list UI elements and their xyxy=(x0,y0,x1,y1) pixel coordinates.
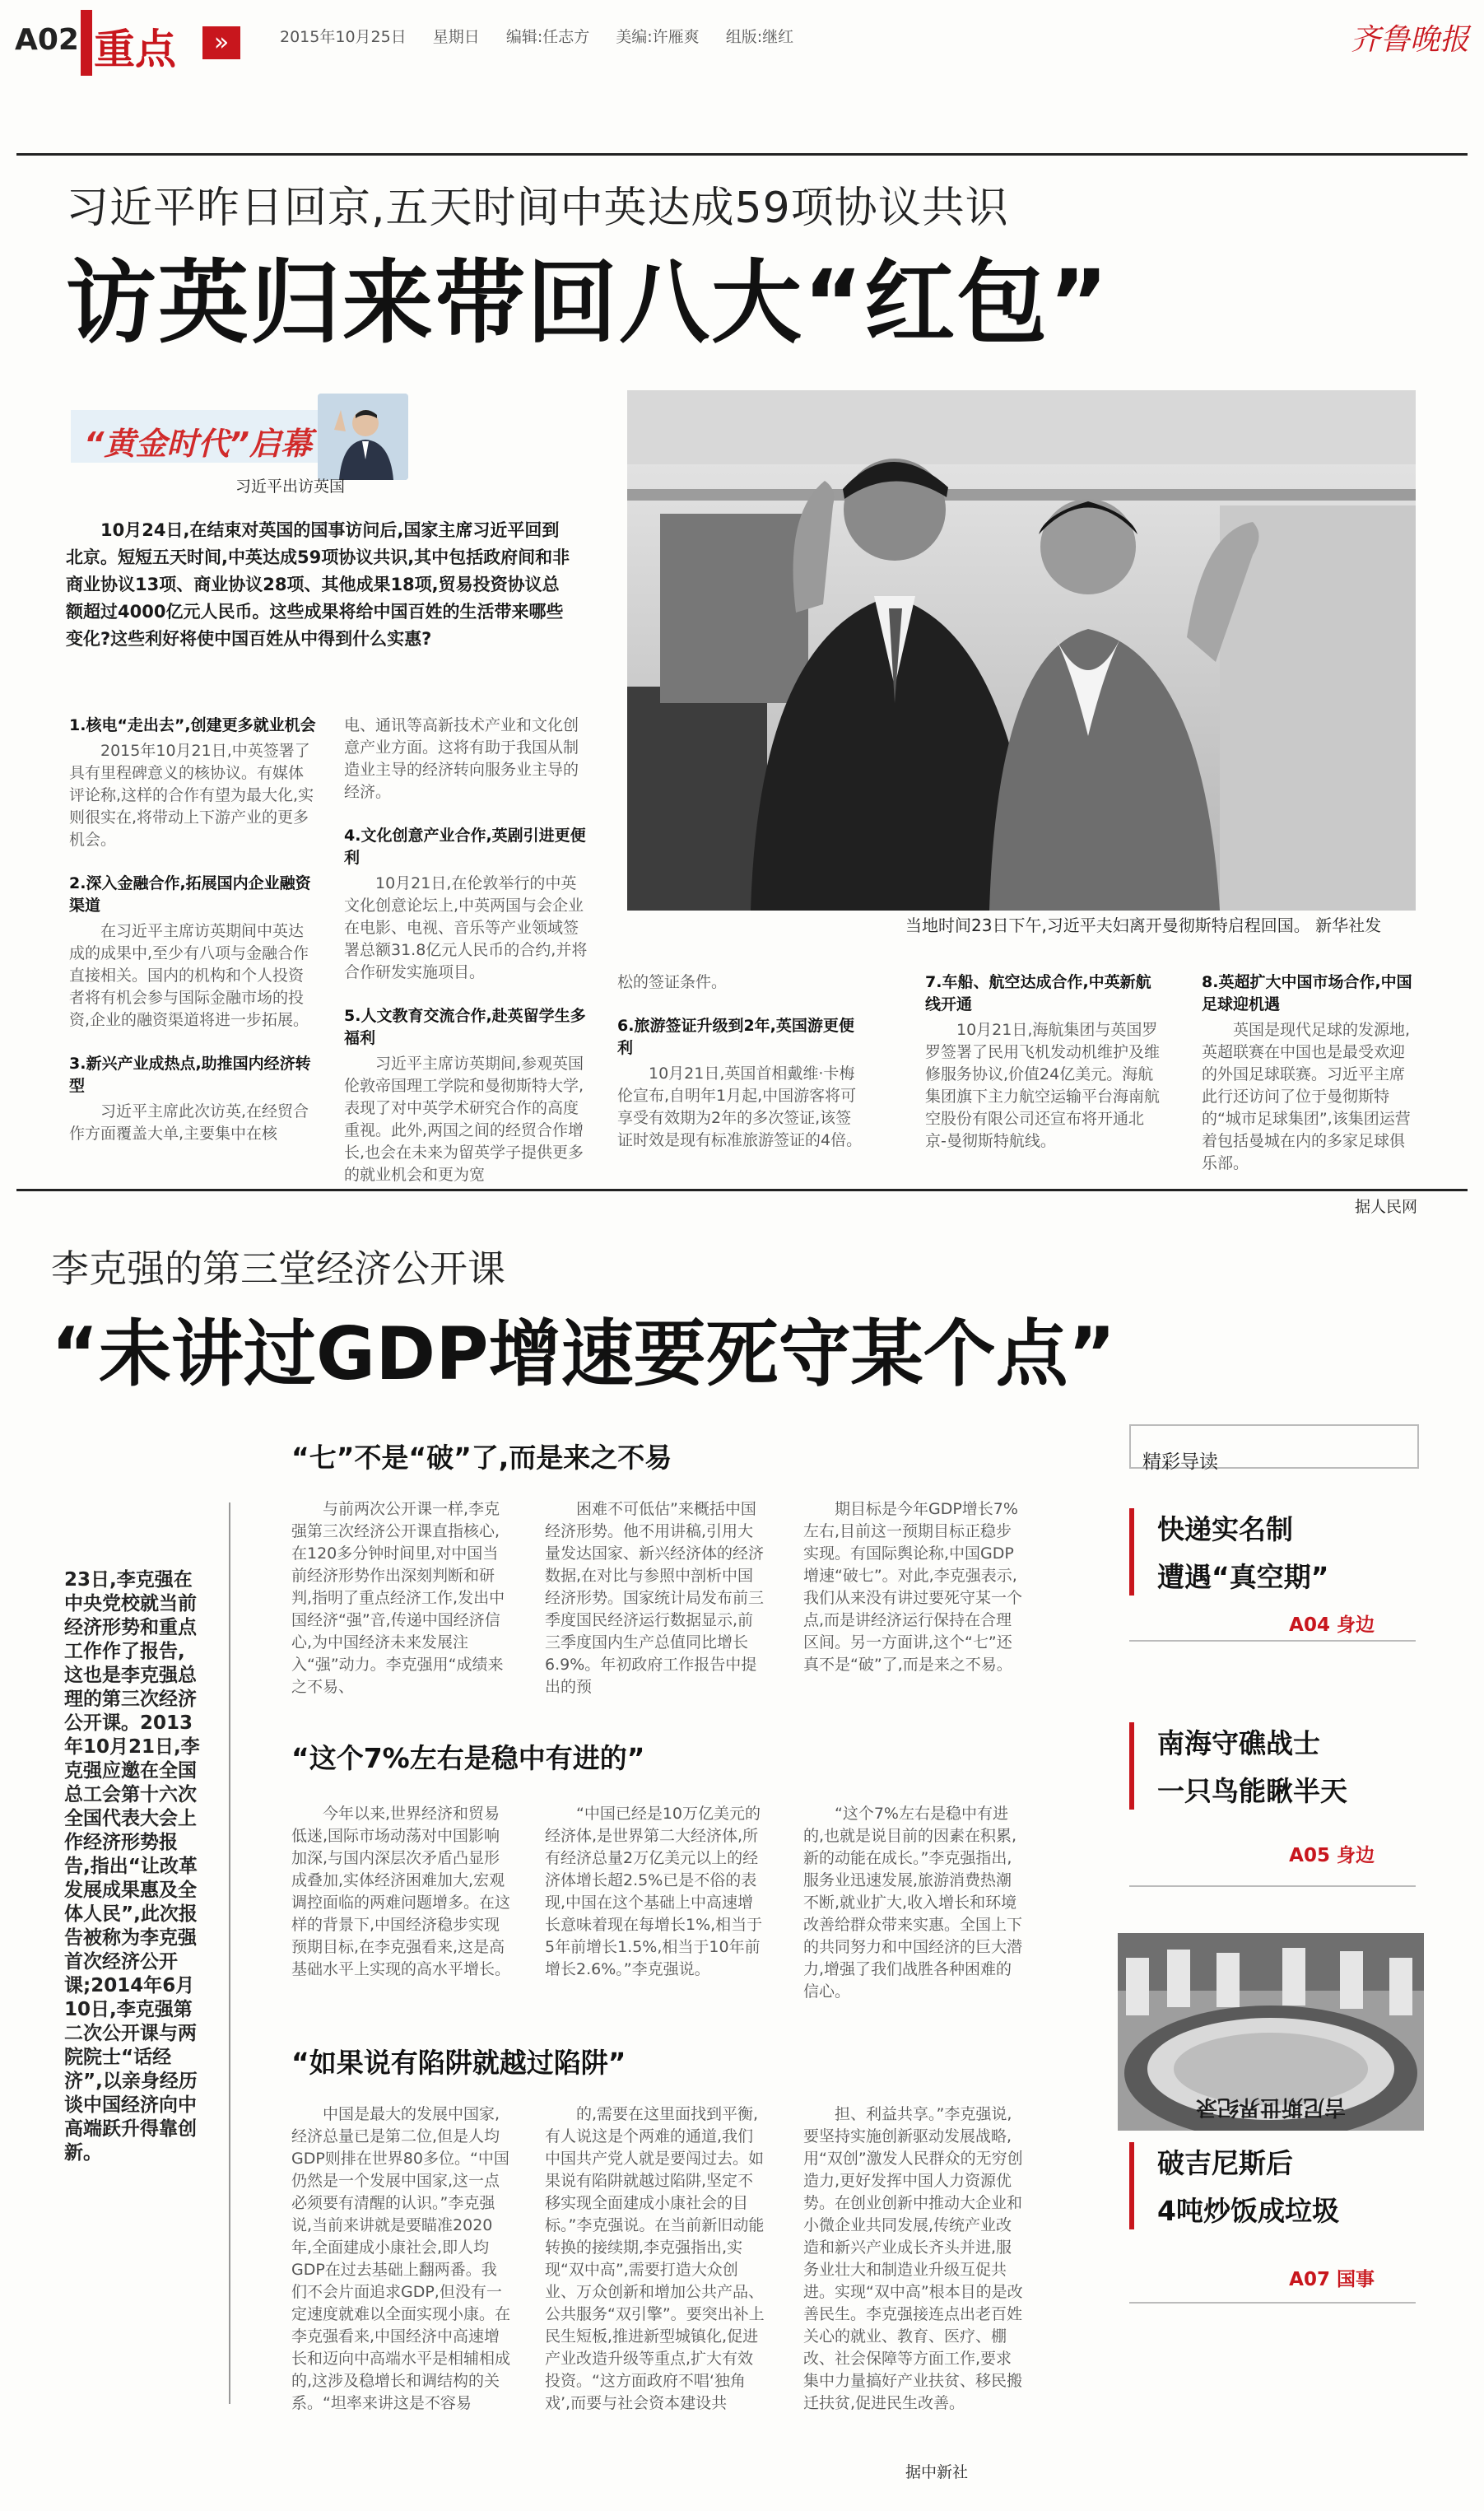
body-text: 担、利益共享。”李克强说,要坚持实施创新驱动发展战略,用“双创”激发人民群众的无穷创造力,更好发挥中国人力资源优势。在创业创新中推动大企业和小微企业共同发展,传统产业改造和新兴产业成长齐头并进,服务业壮大和制造业升级互促共进。实现“双中高”根本目的是改善民生。李克强接连点出老百姓关心的就业、教育、医疗、棚改、社会保障等方面工作,要求集中力量搞好产业扶贫、移民搬迁扶贫,促进民生改善。 xyxy=(803,2105,1023,2412)
issue-weekday: 星期日 xyxy=(432,28,480,46)
body-text: “中国已经是10万亿美元的经济体,是世界第二大经济体,所有经济总量2万亿美元以上的经济体增长超2.5%已是不俗的表现,中国在这个基础上中高速增长意味着现在每增长1%,相当于5年前增长1.5%,相当于10年前增长2.6%。”李克强说。 xyxy=(545,1805,763,1978)
story1-column-4 xyxy=(925,971,1164,1174)
story2-intro: 23日,李克强在中央党校就当前经济形势和重点工作作了报告,这也是李克强总理的第三次经济公开课。2013年10月21日,李克强应邀在全国总工会第十六次全国代表大会上作经济形势报告,指出“让改革发展成果惠及全体人民”,此次报告被称为李克强首次经济公开课;2014年6月10日,李克强第二次公开课与两院院士“话经济”,以亲身经历谈中国经济向中高端跃升得靠创新。 xyxy=(64,1569,200,2164)
item-body: 习近平主席访英期间,参观英国伦敦帝国理工学院和曼彻斯特大学,表现了对中英学术研究合作的高度重视。此外,两国之间的经贸合作增长,也会在未来为留英学子提供更多的就业机会和更为宽 xyxy=(344,1055,584,1184)
story1-lead: 10月24日,在结束对英国的国事访问后,国家主席习近平回到北京。短短五天时间,中英达成59项协议共识,其中包括政府间和非商业协议13项、商业协议28项、其他成果18项,贸易投资协议总额超过4000亿元人民币。这些成果将给中国百姓的生活带来哪些变化?这些利好将使中国百姓从中得到什么实惠? xyxy=(66,520,570,649)
section3-col-1 xyxy=(291,2103,512,2415)
item-body: 10月21日,海航集团与英国罗罗签署了民用飞机发动机维护及维修服务协议,价值24亿美元。海航集团旗下主力航空运输平台海南航空股份有限公司还宣布将开通北京-曼彻斯特航线。 xyxy=(925,1021,1161,1150)
section1-col-1 xyxy=(291,1498,512,1698)
edition-meta xyxy=(280,25,815,47)
story1-column-3 xyxy=(617,971,864,1173)
story2-credit: 据中新社 xyxy=(905,2463,969,2481)
sidebar-item-line2: 一只鸟能瞅半天 xyxy=(1157,1775,1347,1807)
story1-column-5 xyxy=(1202,971,1417,1218)
leaders-departure-photo xyxy=(627,390,1416,911)
section2-col-1 xyxy=(291,1803,512,1981)
item-heading: 2.深入金融合作,拓展国内企业融资渠道 xyxy=(69,874,311,915)
double-chevron-right-icon: » xyxy=(202,26,240,59)
item-body-continued: 松的签证条件。 xyxy=(617,973,728,991)
item-heading: 6.旅游签证升级到2年,英国游更便利 xyxy=(617,1017,854,1057)
body-text: “这个7%左右是稳中有进的,也就是说目前的因素在积累,新的动能在成长。”李克强指出,服务业迅速发展,旅游消费热潮不断,就业扩大,收入增长和环境改善给群众带来实惠。全国上下的共同努力和中国经济的巨大潜力,增强了我们战胜各种困难的信心。 xyxy=(803,1805,1023,2001)
story1-kicker: 习近平昨日回京,五天时间中英达成59项协议共识 xyxy=(66,184,1009,233)
section-heading: “七”不是“破”了,而是来之不易 xyxy=(291,1442,672,1474)
plate-lettering: 吉尼斯世界纪录 xyxy=(1195,2094,1347,2119)
story1-headline[interactable]: 访英归来带回八大“红包” xyxy=(66,250,1110,356)
item-heading: 1.核电“走出去”,创建更多就业机会 xyxy=(69,716,316,734)
issue-date: 2015年10月25日 xyxy=(280,28,407,46)
sidebar-divider xyxy=(1129,1640,1416,1642)
badge-portrait-image xyxy=(318,394,408,480)
story2-kicker: 李克强的第三堂经济公开课 xyxy=(51,1246,505,1291)
body-text: 与前两次公开课一样,李克强第三次经济公开课直指核心,在120多分钟时间里,对中国当前经济形势作出深刻判断和研判,指明了重点经济工作,发出中国经济“强”音,传递中国经济信心,为中国经济未来发展注入“强”动力。李克强用“成绩来之不易、 xyxy=(291,1500,505,1696)
sidebar-title: 精彩导读 xyxy=(1142,1451,1218,1473)
sidebar-item-line2: 4吨炒饭成垃圾 xyxy=(1157,2195,1339,2227)
body-text: 今年以来,世界经济和贸易低迷,国际市场动荡对中国影响加深,与国内深层次矛盾凸显形成叠加,实体经济困难加大,宏观调控面临的两难问题增多。在这样的背景下,中国经济稳步实现预期目标,在李克强看来,这是高基础水平上实现的高水平增长。 xyxy=(291,1805,511,1978)
item-heading: 5.人文教育交流合作,赴英留学生多福利 xyxy=(344,1007,586,1047)
section2-col-2 xyxy=(545,1803,769,1981)
section1-col-2 xyxy=(545,1498,769,1698)
section2-col-3 xyxy=(803,1803,1027,2003)
item-heading: 7.车船、航空达成合作,中英新航线开通 xyxy=(925,973,1151,1013)
item-heading: 4.文化创意产业合作,英剧引进更便利 xyxy=(344,827,586,867)
body-text: 期目标是今年GDP增长7%左右,目前这一预期目标正稳步实现。有国际舆论称,中国GDP增速“破七”。对此,李克强表示,我们从来没有讲过要死守某一个点,而是讲经济运行保持在合理区间。另一方面讲,这个“七”还真不是“破”了,而是来之不易。 xyxy=(803,1500,1023,1674)
item-body-continued: 电、通讯等高新技术产业和文化创意产业方面。这将有助于我国从制造业主导的经济转向服务业主导的经济。 xyxy=(344,716,579,801)
designer-credit: 美编:许雁爽 xyxy=(616,28,700,46)
item-body: 习近平主席此次访英,在经贸合作方面覆盖大单,主要集中在核 xyxy=(69,1102,309,1143)
proofer-credit: 组版:继红 xyxy=(725,28,794,46)
item-body: 英国是现代足球的发源地,英超联赛在中国也是最受欢迎的外国足球联赛。习近平主席此行还访问了位于曼彻斯特的“城市足球集团”,该集团运营着包括曼城在内的多家足球俱乐部。 xyxy=(1202,1021,1411,1172)
sidebar-divider xyxy=(1129,2302,1416,2304)
sidebar-divider xyxy=(1129,1885,1416,1887)
story1-column-2 xyxy=(344,715,591,1208)
body-text: 困难不可低估”来概括中国经济形势。他不用讲稿,引用大量发达国家、新兴经济体的经济数据,在对比与参照中剖析中国经济形势。国家统计局发布前三季度国民经济运行数据显示,前三季度国内生产总值同比增长6.9%。年初政府工作报告中提出的预 xyxy=(545,1500,765,1696)
section-heading: “如果说有陷阱就越过陷阱” xyxy=(291,2047,626,2079)
section-label: 重点 xyxy=(94,26,176,73)
story2-headline[interactable]: “未讲过GDP增速要死守某个点” xyxy=(51,1311,1116,1396)
sidebar-item-line1: 破吉尼斯后 xyxy=(1157,2147,1293,2179)
item-body: 10月21日,英国首相戴维·卡梅伦宣布,自明年1月起,中国游客将可享受有效期为2年的多次签证,该签证时效是现有标准旅游签证的4倍。 xyxy=(617,1064,863,1149)
section-heading: “这个7%左右是稳中有进的” xyxy=(291,1742,645,1774)
sidebar-item-south-china-sea[interactable] xyxy=(1129,1721,1416,1877)
section1-col-3 xyxy=(803,1498,1027,1676)
body-text: 的,需要在这里面找到平衡,有人说这是个两难的通道,我们中国共产党人就是要闯过去。如果说有陷阱就越过陷阱,坚定不移实现全面建成小康社会的目标。”李克强说。在当前新旧动能转换的接续期,李克强指出,实现“双中高”,需要打造大众创业、万众创新和增加公共产品、公共服务“双引擎”。要突出补上民生短板,推进新型城镇化,促进产业改造升级等重点,扩大有效投资。“这方面政府不唱‘独角戏’,而要与社会资本建设共 xyxy=(545,2105,765,2412)
sidebar-item-express[interactable] xyxy=(1129,1507,1416,1663)
sidebar-item-ref: A05 身边 xyxy=(1289,1845,1375,1866)
section3-col-2 xyxy=(545,2103,769,2415)
header-divider xyxy=(16,153,1468,156)
sidebar-item-ref: A04 身边 xyxy=(1289,1614,1375,1636)
column-divider xyxy=(229,1502,230,2404)
story1-column-1 xyxy=(69,715,316,1167)
sidebar-item-ref: A07 国事 xyxy=(1289,2269,1375,2290)
sidebar-item-guinness-rice[interactable] xyxy=(1129,2141,1416,2322)
masthead-logo: 齐鲁晚报 xyxy=(1350,23,1469,57)
item-body: 2015年10月21日,中英签署了具有里程碑意义的核协议。有媒体评论称,这样的合作有望为最大化,实则很实在,将带动上下游产业的更多机会。 xyxy=(69,742,314,849)
editor-credit: 编辑:任志方 xyxy=(505,28,590,46)
section3-col-3 xyxy=(803,2103,1027,2415)
sidebar-item-line2: 遭遇“真空期” xyxy=(1157,1561,1329,1593)
page-number: A02 xyxy=(15,23,79,57)
badge-caption: 习近平出访英国 xyxy=(235,478,346,496)
item-heading: 8.英超扩大中国市场合作,中国足球迎机遇 xyxy=(1202,973,1412,1013)
sidebar-accent-bar xyxy=(1129,1722,1134,1810)
story1-credit: 据人民网 xyxy=(1354,1198,1417,1216)
item-heading: 3.新兴产业成热点,助推国内经济转型 xyxy=(69,1055,311,1095)
photo-caption: 当地时间23日下午,习近平夫妇离开曼彻斯特启程回国。 新华社发 xyxy=(905,915,1382,935)
item-body: 在习近平主席访英期间中英达成的成果中,至少有八项与金融合作直接相关。国内的机构和个人投资者将有机会参与国际金融市场的投资,企业的融资渠道将进一步拓展。 xyxy=(69,922,309,1029)
sidebar-accent-bar xyxy=(1129,2142,1134,2229)
badge-title: “黄金时代”启幕 xyxy=(84,426,312,462)
item-body: 10月21日,在伦敦举行的中英文化创意论坛上,中英两国与会企业在电影、电视、音乐等产业领域签署总额31.8亿元人民币的合约,并将合作研发实施项目。 xyxy=(344,874,588,981)
body-text: 中国是最大的发展中国家,经济总量已是第二位,但是人均GDP则排在世界80多位。“中国仍然是一个发展中国家,这一点必须要有清醒的认识。”李克强说,当前来讲就是要瞄准2020年,全面建成小康社会,即人均GDP在过去基础上翻两番。我们不会片面追求GDP,但没有一定速度就难以全面实现小康。在李克强看来,中国经济中高速增长和迈向中高端水平是相辅相成的,这涉及稳增长和调结构的关系。“坦率来讲这是不容易 xyxy=(291,2105,511,2412)
sidebar-accent-bar xyxy=(1129,1508,1134,1596)
fried-rice-record-photo xyxy=(1118,1933,1424,2131)
story2-divider xyxy=(16,1189,1468,1191)
section-tab[interactable] xyxy=(81,10,252,76)
sidebar-item-line1: 快递实名制 xyxy=(1157,1513,1293,1545)
section-accent-bar xyxy=(81,10,92,76)
golden-era-badge xyxy=(71,394,416,496)
sidebar-item-line1: 南海守礁战士 xyxy=(1157,1727,1320,1759)
